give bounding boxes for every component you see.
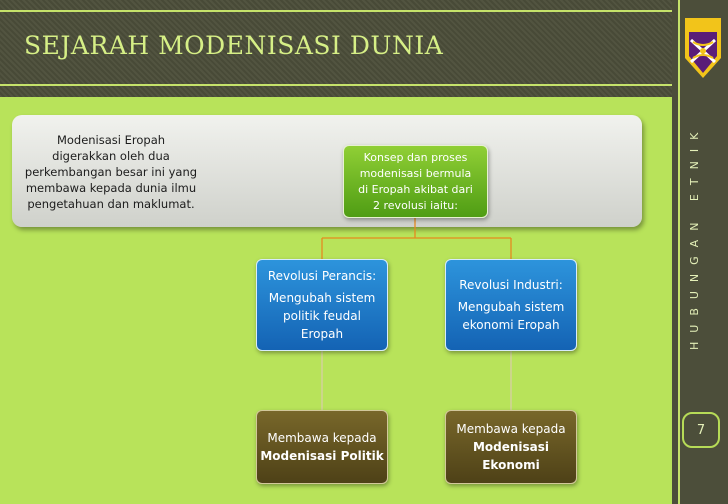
- title-top-rule: [0, 10, 672, 12]
- root-line: di Eropah akibat dari: [358, 182, 473, 196]
- result-emphasis: Modenisasi Politik: [260, 449, 384, 463]
- side-label: HUBUNGAN ETNIK: [688, 123, 701, 350]
- side-bar-rule: [678, 0, 680, 504]
- title-bottom-rule: [0, 84, 672, 86]
- branch-desc-line: ekonomi Eropah: [462, 318, 560, 332]
- branch-desc-line: Mengubah sistem: [457, 300, 565, 314]
- branch-heading: Revolusi Industri:: [459, 278, 563, 292]
- intro-line: membawa kepada dunia ilmu: [25, 181, 197, 195]
- branch-box-revolusi-industri: [445, 259, 577, 351]
- crest-icon: [681, 18, 725, 80]
- branch-desc-line: politik feudal Eropah: [283, 309, 361, 341]
- result-line: Membawa kepada: [456, 422, 566, 436]
- root-line: modenisasi bermula: [359, 166, 472, 180]
- branch-box-revolusi-perancis: [256, 259, 388, 351]
- result-box-ekonomi: [445, 410, 577, 484]
- branch-heading: Revolusi Perancis:: [267, 269, 377, 283]
- root-concept-box: [343, 145, 488, 218]
- branch-desc-line: Mengubah sistem: [268, 291, 376, 305]
- intro-line: digerakkan oleh dua: [52, 149, 170, 163]
- title-bar: [0, 0, 672, 97]
- intro-line: Modenisasi Eropah: [56, 133, 166, 147]
- intro-line: pengetahuan dan maklumat.: [27, 197, 195, 211]
- root-line: Konsep dan proses: [363, 150, 468, 164]
- intro-line: perkembangan besar ini yang: [24, 165, 198, 179]
- result-line: Membawa kepada: [267, 431, 377, 445]
- slide-title: SEJARAH MODENISASI DUNIA: [24, 31, 444, 60]
- root-line: 2 revolusi iaitu:: [373, 198, 458, 212]
- intro-text: [22, 132, 200, 212]
- page-number: 7: [682, 412, 720, 448]
- result-box-politik: [256, 410, 388, 484]
- result-emphasis: Modenisasi Ekonomi: [472, 440, 550, 472]
